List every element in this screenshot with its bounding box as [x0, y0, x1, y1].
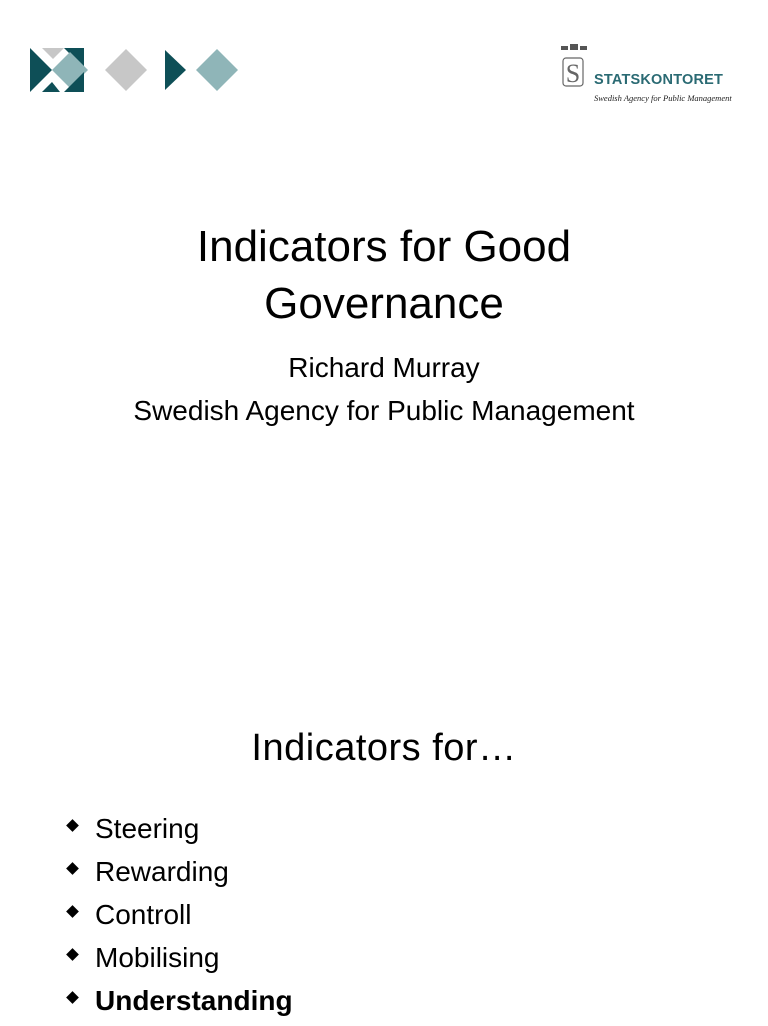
indicators-slide — [0, 690, 768, 1024]
statskontoret-logo — [558, 42, 733, 108]
list-item: Mobilising — [66, 940, 293, 983]
list-item: Understanding — [66, 983, 293, 1026]
diamond-bullet-icon — [66, 991, 79, 1004]
list-item: Controll — [66, 897, 293, 940]
logo-tagline: Swedish Agency for Public Management — [594, 93, 732, 103]
slide-heading: Indicators for… — [251, 727, 517, 769]
bullet-list — [66, 811, 293, 1026]
list-item: Steering — [66, 811, 293, 854]
list-item: Rewarding — [66, 854, 293, 897]
organization-name: Swedish Agency for Public Management — [133, 395, 635, 426]
diamond-bullet-icon — [66, 905, 79, 918]
diamond-bullet-icon — [66, 948, 79, 961]
slide-title: Indicators for Good Governance — [196, 222, 572, 328]
logo-wordmark: STATSKONTORET — [594, 72, 724, 88]
diamond-bullet-icon — [66, 862, 79, 875]
diamond-bullet-icon — [66, 819, 79, 832]
decorative-diamond-pattern — [30, 48, 245, 92]
svg-text:S: S — [565, 59, 581, 88]
author-name: Richard Murray — [288, 352, 480, 383]
crown-shield-icon — [560, 44, 588, 88]
